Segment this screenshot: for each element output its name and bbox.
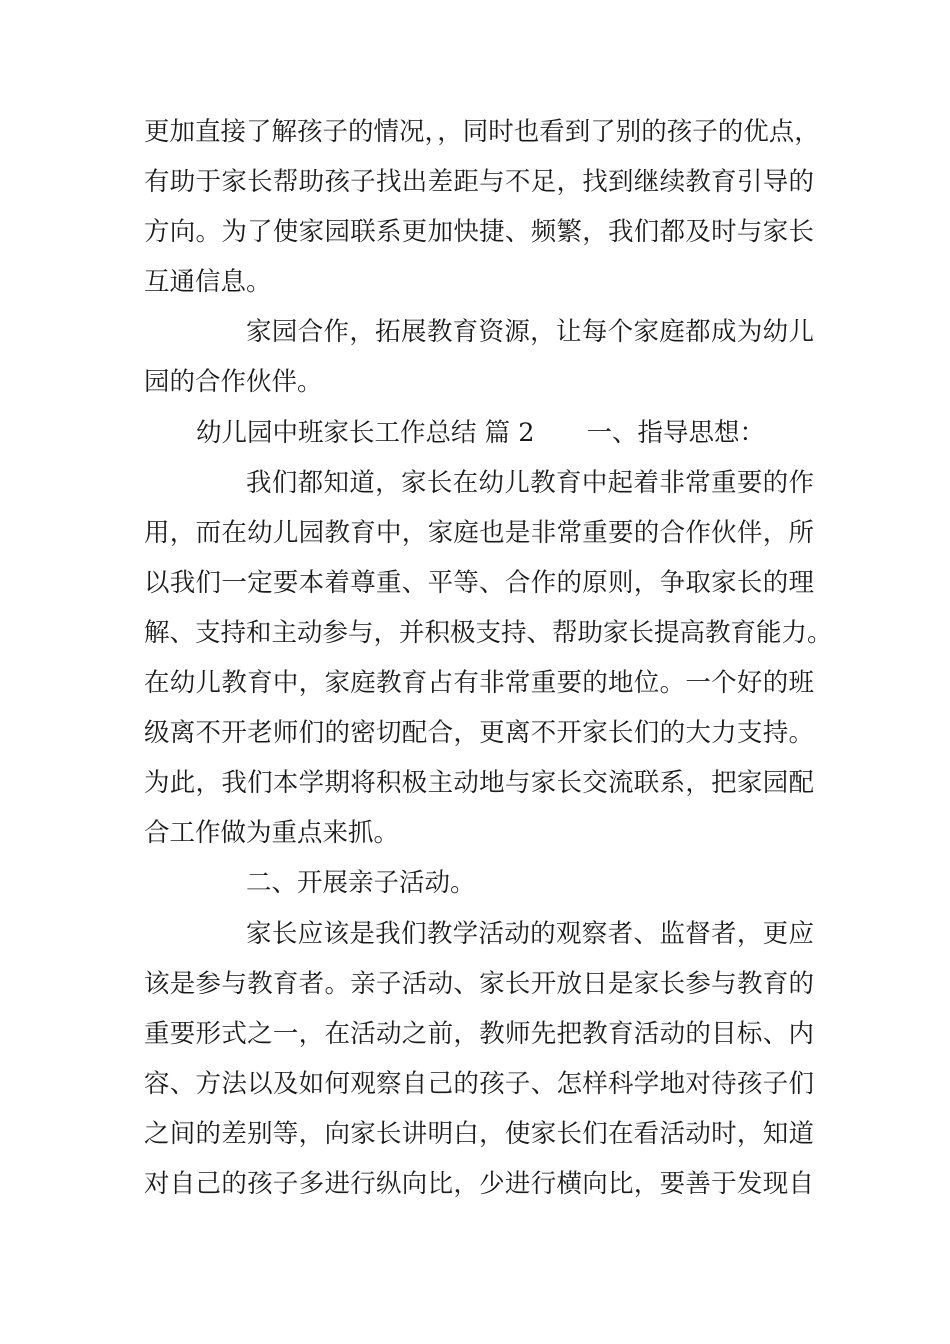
paragraph-3-line-3: 以我们一定要本着尊重、平等、合作的原则，争取家长的理 bbox=[144, 567, 814, 598]
paragraph-1-line-2: 有助于家长帮助孩子找出差距与不足，找到继续教育引导的 bbox=[144, 167, 814, 198]
paragraph-5-line-2: 该是参与教育者。亲子活动、家长开放日是家长参与教育的 bbox=[144, 968, 814, 999]
paragraph-1-line-1: 更加直接了解孩子的情况，，同时也看到了别的孩子的优点， bbox=[144, 117, 820, 147]
section-title-parent-child-activities: 二、开展亲子活动。 bbox=[246, 868, 476, 899]
document-body bbox=[144, 107, 833, 1209]
paragraph-3-line-8: 合工作做为重点来抓。 bbox=[144, 818, 400, 849]
paragraph-5-line-6: 对自己的孩子多进行纵向比，少进行横向比，要善于发现自 bbox=[144, 1168, 814, 1199]
paragraph-2-line-1: 家园合作，拓展教育资源，让每个家庭都成为幼儿 bbox=[246, 317, 814, 348]
section-title-guiding-thought: 一、指导思想： bbox=[586, 417, 765, 448]
paragraph-3-line-7: 为此，我们本学期将积极主动地与家长交流联系，把家园配 bbox=[144, 768, 814, 799]
paragraph-2-line-2: 园的合作伙伴。 bbox=[144, 367, 323, 398]
paragraph-3-line-4: 解、支持和主动参与，并积极支持、帮助家长提高教育能力。 bbox=[144, 617, 833, 648]
paragraph-1-line-4: 互通信息。 bbox=[144, 267, 272, 298]
paragraph-3-line-2: 用，而在幼儿园教育中，家庭也是非常重要的合作伙伴，所 bbox=[144, 517, 814, 548]
paragraph-5-line-4: 容、方法以及如何观察自己的孩子、怎样科学地对待孩子们 bbox=[144, 1068, 814, 1099]
paragraph-3-line-1: 我们都知道，家长在幼儿教育中起着非常重要的作 bbox=[246, 467, 814, 498]
paragraph-3-line-6: 级离不开老师们的密切配合，更离不开家长们的大力支持。 bbox=[144, 718, 814, 749]
paragraph-3-line-5: 在幼儿教育中，家庭教育占有非常重要的地位。一个好的班 bbox=[144, 668, 814, 699]
section-heading bbox=[144, 408, 814, 458]
paragraph-5-line-1: 家长应该是我们教学活动的观察者、监督者，更应 bbox=[246, 918, 814, 949]
paragraph-5-line-5: 之间的差别等，向家长讲明白，使家长们在看活动时，知道 bbox=[144, 1118, 814, 1149]
paragraph-1-line-3: 方向。为了使家园联系更加快捷、频繁，我们都及时与家长 bbox=[144, 217, 814, 248]
article-title: 幼儿园中班家长工作总结 篇 2 bbox=[196, 417, 535, 448]
paragraph-5-line-3: 重要形式之一，在活动之前，教师先把教育活动的目标、内 bbox=[144, 1018, 814, 1049]
